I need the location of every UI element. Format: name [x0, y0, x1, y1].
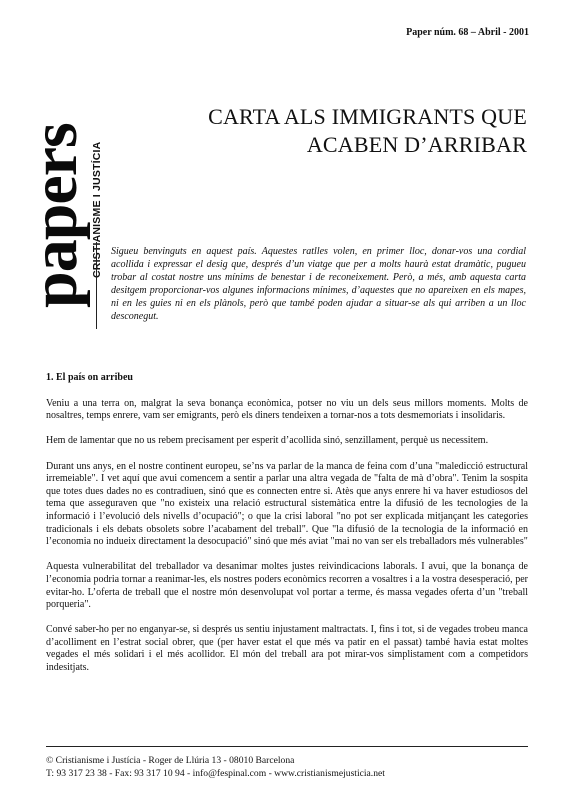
footer-contact: T: 93 317 23 38 - Fax: 93 317 10 94 - info@fespinal.com - www.cristianismejusticia.net	[46, 768, 385, 779]
page-footer	[46, 746, 528, 780]
brand-subtitle-text: CRISTIANISME I JUSTÍCIA	[91, 141, 103, 278]
body-paragraph: Durant uns anys, en el nostre continent europeu, se’ns va parlar de la manca de feina com d’una "maledicció estructural irremeiable". I vet aquí que avui comencem a sentir a parlar una altra vegada de "falta de mà d’obra". Tenim la sospita que totes dues dades no es contradiuen, sinó que es connecten entre si. Atès que anys enrere hi va haver estudiosos del tema que asseguraven que "no existeix una relació estructural sistemàtica entre la difusió de les tecnologies de la informació i l’evolució dels nivells d’ocupació"; o que la crisi laboral "no pot ser explicada mitjançant les categories tradicionals i els debats obsolets sobre l’acabament del treball". Que "la difusió de la tecnologia de la informació en l’economia no indueix directament la desocupació" sinó que més aviat "mai no van ser els treballadors més vulnerables"	[46, 460, 528, 548]
document-title	[147, 103, 527, 159]
footer-address: © Cristianisme i Justícia - Roger de Llúria 13 - 08010 Barcelona	[46, 755, 295, 766]
intro-paragraph: Sigueu benvinguts en aquest país. Aquestes ratlles volen, en primer lloc, donar-vos una cordial acollida i expressar el desig que, després d’un viatge que per a molts haurà estat dramàtic, pugueu trobar al costat nostre uns mínims de benestar i de reconeixement. Però, a més, amb aquesta carta desitgem proporcionar-vos algunes informacions mínimes, d’aquestes que no apareixen en els mapes, ni en les guies ni en els plànols, però que també poden ajudar a situar-se als qui arriben a un lloc desconegut.	[96, 242, 526, 329]
papers-logo	[18, 36, 94, 308]
papers-logo-text: papers	[18, 123, 91, 308]
section-heading: 1. El país on arribeu	[46, 372, 133, 383]
paper-number: Paper núm. 68 – Abril - 2001	[406, 27, 529, 38]
body-paragraph: Aquesta vulnerabilitat del treballador va desanimar moltes justes reivindicacions laborals. I avui, que la bonança de l’economia podria tornar a reanimar-les, els nostres poders econòmics recorren a vosaltres i a la vostra desesperació, per evitar-ho. L’oferta de treball que el nostre món desenvolupat vol portar a terme, és massa vegades oferta d’un "treball porqueria".	[46, 561, 528, 611]
body-paragraph: Convé saber-ho per no enganyar-se, si després us sentiu injustament maltractats. I, fins i tot, si de vegades trobeu manca d’acolliment en l’estrat social obrer, que (per haver estat el que més va patir en el passat) també havia estat moltes vegades el més solidari i el més acollidor. El món del treball ara pot mirar-vos simplistament com a competidors indesitjats.	[46, 624, 528, 674]
body-paragraph: Hem de lamentar que no us rebem precisament per esperit d’acollida sinó, senzillament, perquè us necessitem.	[46, 435, 489, 447]
title-line-1: CARTA ALS IMMIGRANTS QUE	[208, 104, 527, 129]
article-body	[46, 372, 528, 687]
body-paragraph: Veniu a una terra on, malgrat la seva bonança econòmica, potser no viu un dels seus millors moments. Molts de nosaltres, temps enrere, vam ser emigrants, però els diners tendeixen a tornar-nos a tots desmemoriats i insolidaris.	[46, 397, 528, 422]
title-line-2: ACABEN D’ARRIBAR	[306, 132, 527, 157]
